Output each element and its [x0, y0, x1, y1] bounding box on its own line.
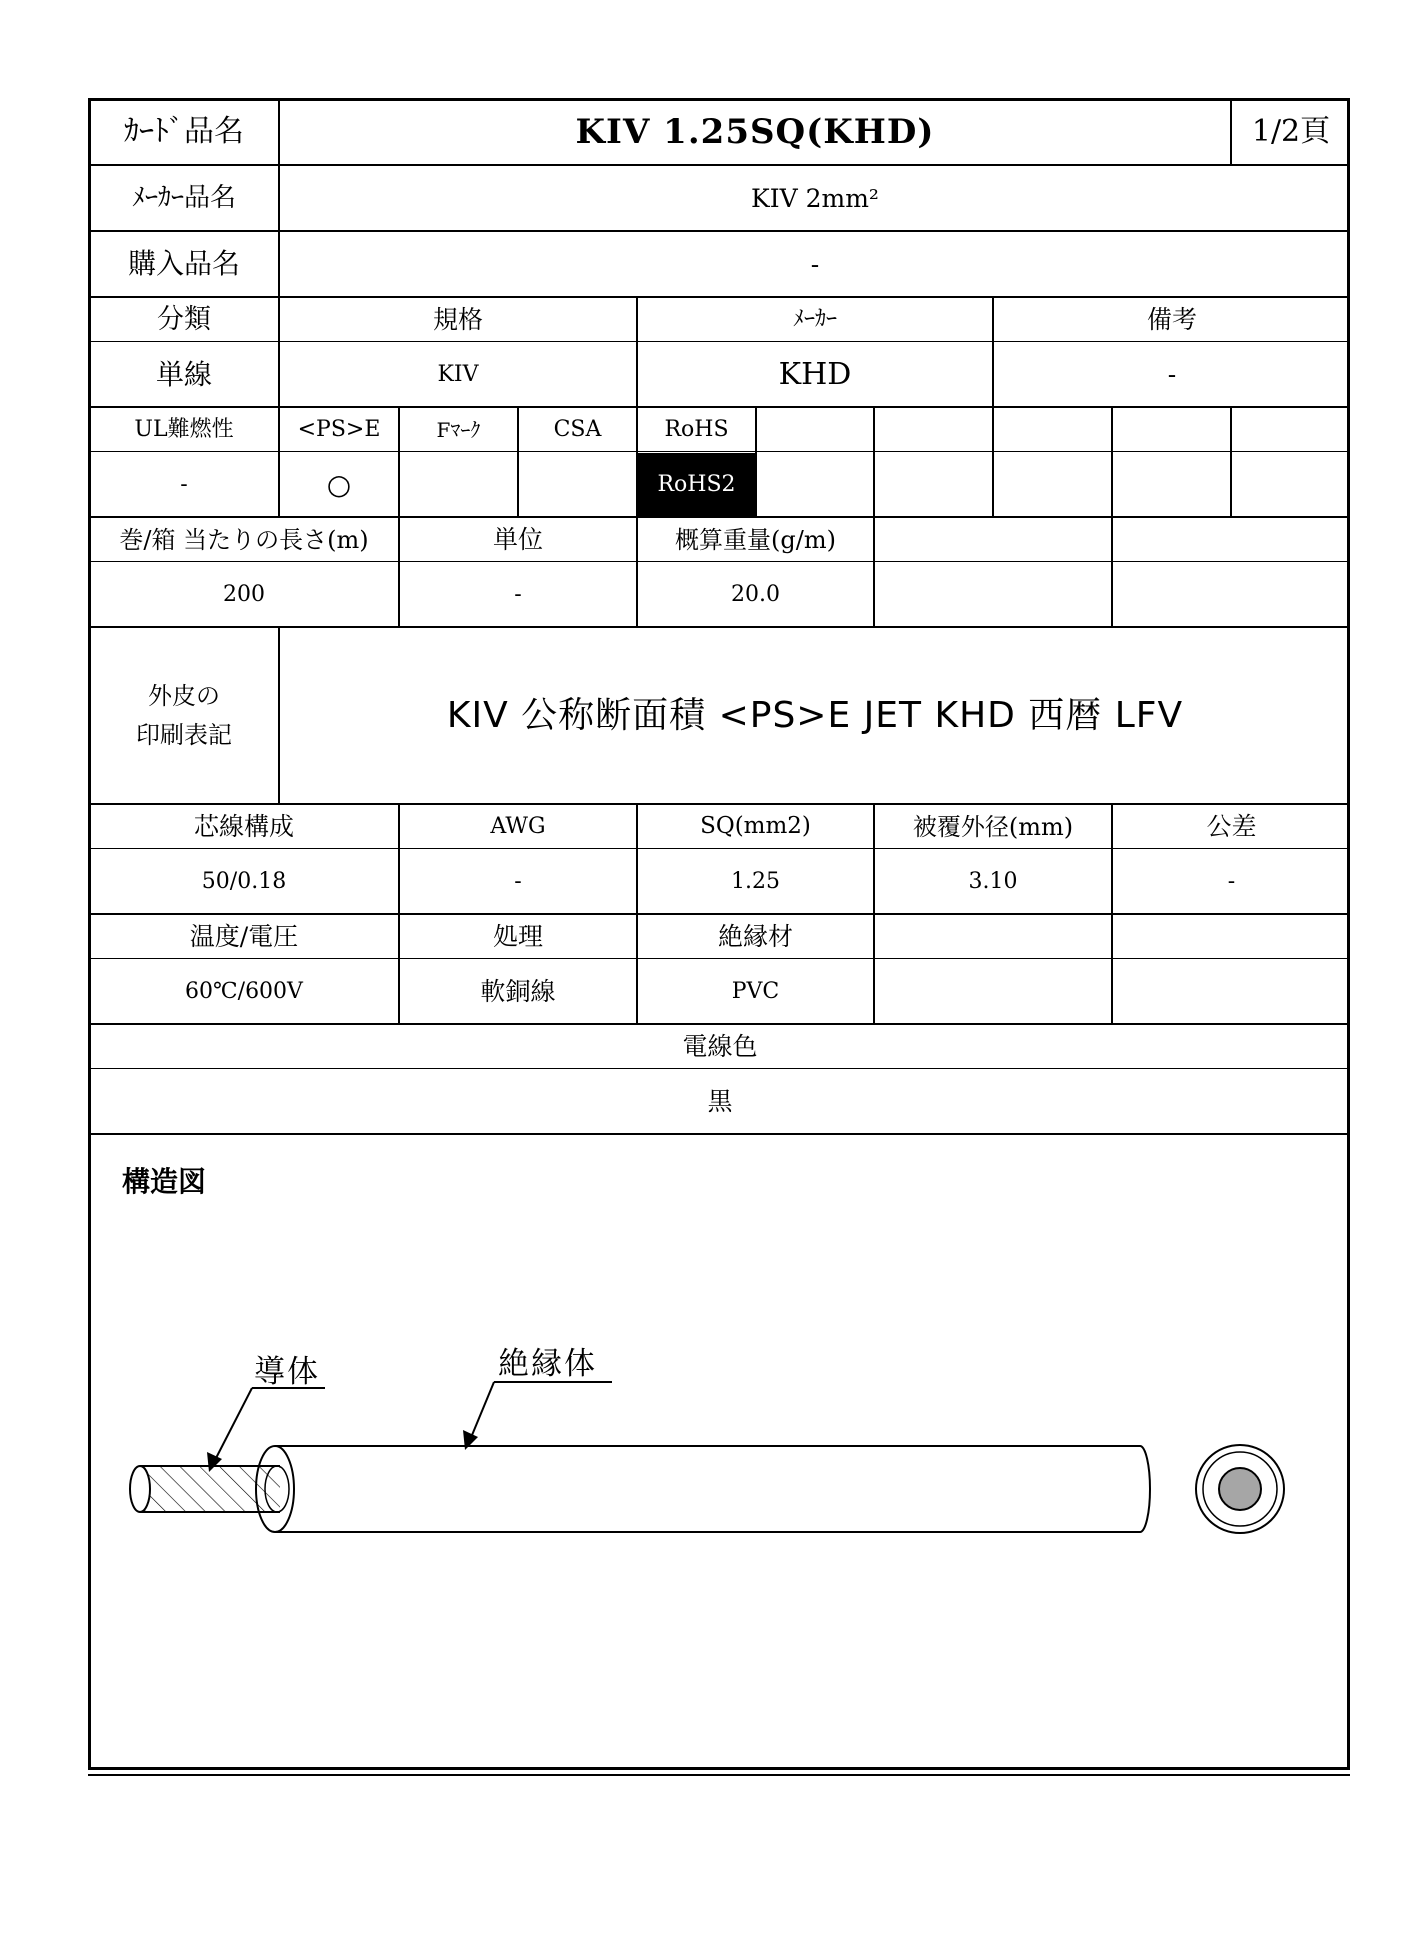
insulator-label: 絶縁体	[498, 1346, 597, 1382]
purchase-name-label: 購入品名	[127, 247, 240, 280]
sq-header: SQ(mm2)	[700, 813, 811, 839]
tolerance-header: 公差	[1206, 812, 1257, 841]
unit-value: -	[514, 581, 522, 607]
pse-value: ○	[326, 467, 352, 501]
card-name-label: ｶｰﾄﾞ品名	[124, 114, 244, 149]
awg-header: AWG	[490, 813, 546, 839]
classification-header: 分類	[157, 304, 211, 335]
cross-section	[1196, 1445, 1284, 1533]
insulator-leader-line	[470, 1382, 494, 1440]
maker-value: KHD	[778, 356, 852, 392]
treatment-value: 軟銅線	[480, 977, 556, 1006]
structure-title: 構造図	[122, 1165, 207, 1198]
outer-diameter-header: 被覆外径(mm)	[912, 812, 1074, 841]
classification-value: 単線	[155, 357, 212, 391]
ul-flame-value: -	[180, 471, 188, 497]
treatment-header: 処理	[492, 922, 543, 951]
card-name-value: KIV 1.25SQ(KHD)	[575, 112, 935, 152]
remarks-value: -	[1167, 360, 1177, 389]
conductor-label: 導体	[254, 1354, 320, 1390]
remarks-header: 備考	[1146, 305, 1197, 334]
standard-value: KIV	[437, 361, 479, 387]
weight-value: 20.0	[731, 581, 780, 607]
maker-name-label: ﾒｰｶｰ品名	[131, 183, 236, 213]
weight-header: 概算重量(g/m)	[675, 525, 836, 554]
f-mark-header: Fﾏｰｸ	[436, 417, 481, 442]
insulation-jacket	[256, 1446, 1150, 1532]
wire-color-header: 電線色	[682, 1032, 758, 1061]
pse-header: <PS>E	[297, 416, 381, 442]
print-marking-label-line1: 外皮の	[148, 682, 220, 711]
length-value: 200	[223, 581, 265, 607]
outer-diameter-value: 3.10	[968, 868, 1018, 894]
purchase-name-value: -	[810, 249, 820, 279]
strand-header: 芯線構成	[193, 812, 294, 841]
wire-color-value: 黒	[707, 1087, 733, 1116]
unit-header: 単位	[492, 525, 543, 554]
conductor-leader-line	[214, 1388, 252, 1462]
rohs-header: RoHS	[664, 416, 729, 442]
temp-voltage-value: 60℃/600V	[185, 978, 303, 1004]
csa-header: CSA	[553, 416, 602, 442]
temp-voltage-header: 温度/電圧	[189, 922, 299, 951]
length-header: 巻/箱 当たりの長さ(m)	[119, 525, 369, 554]
standard-header: 規格	[432, 305, 483, 334]
maker-name-value: KIV 2mm²	[751, 183, 879, 213]
maker-header: ﾒｰｶｰ	[792, 306, 837, 332]
sq-value: 1.25	[731, 868, 780, 894]
rohs-value-badge: RoHS2	[638, 453, 755, 516]
insulation-header: 絶縁材	[717, 922, 793, 951]
awg-value: -	[514, 868, 522, 894]
strand-value: 50/0.18	[201, 868, 287, 894]
print-marking-label-line2: 印刷表記	[136, 720, 232, 749]
ul-flame-header: UL難燃性	[134, 416, 234, 442]
print-marking-value: KIV 公称断面積 <PS>E JET KHD 西暦 LFV	[446, 694, 1184, 736]
page-number: 1/2頁	[1251, 114, 1331, 149]
tolerance-value: -	[1227, 868, 1236, 894]
insulation-value: PVC	[731, 978, 780, 1004]
